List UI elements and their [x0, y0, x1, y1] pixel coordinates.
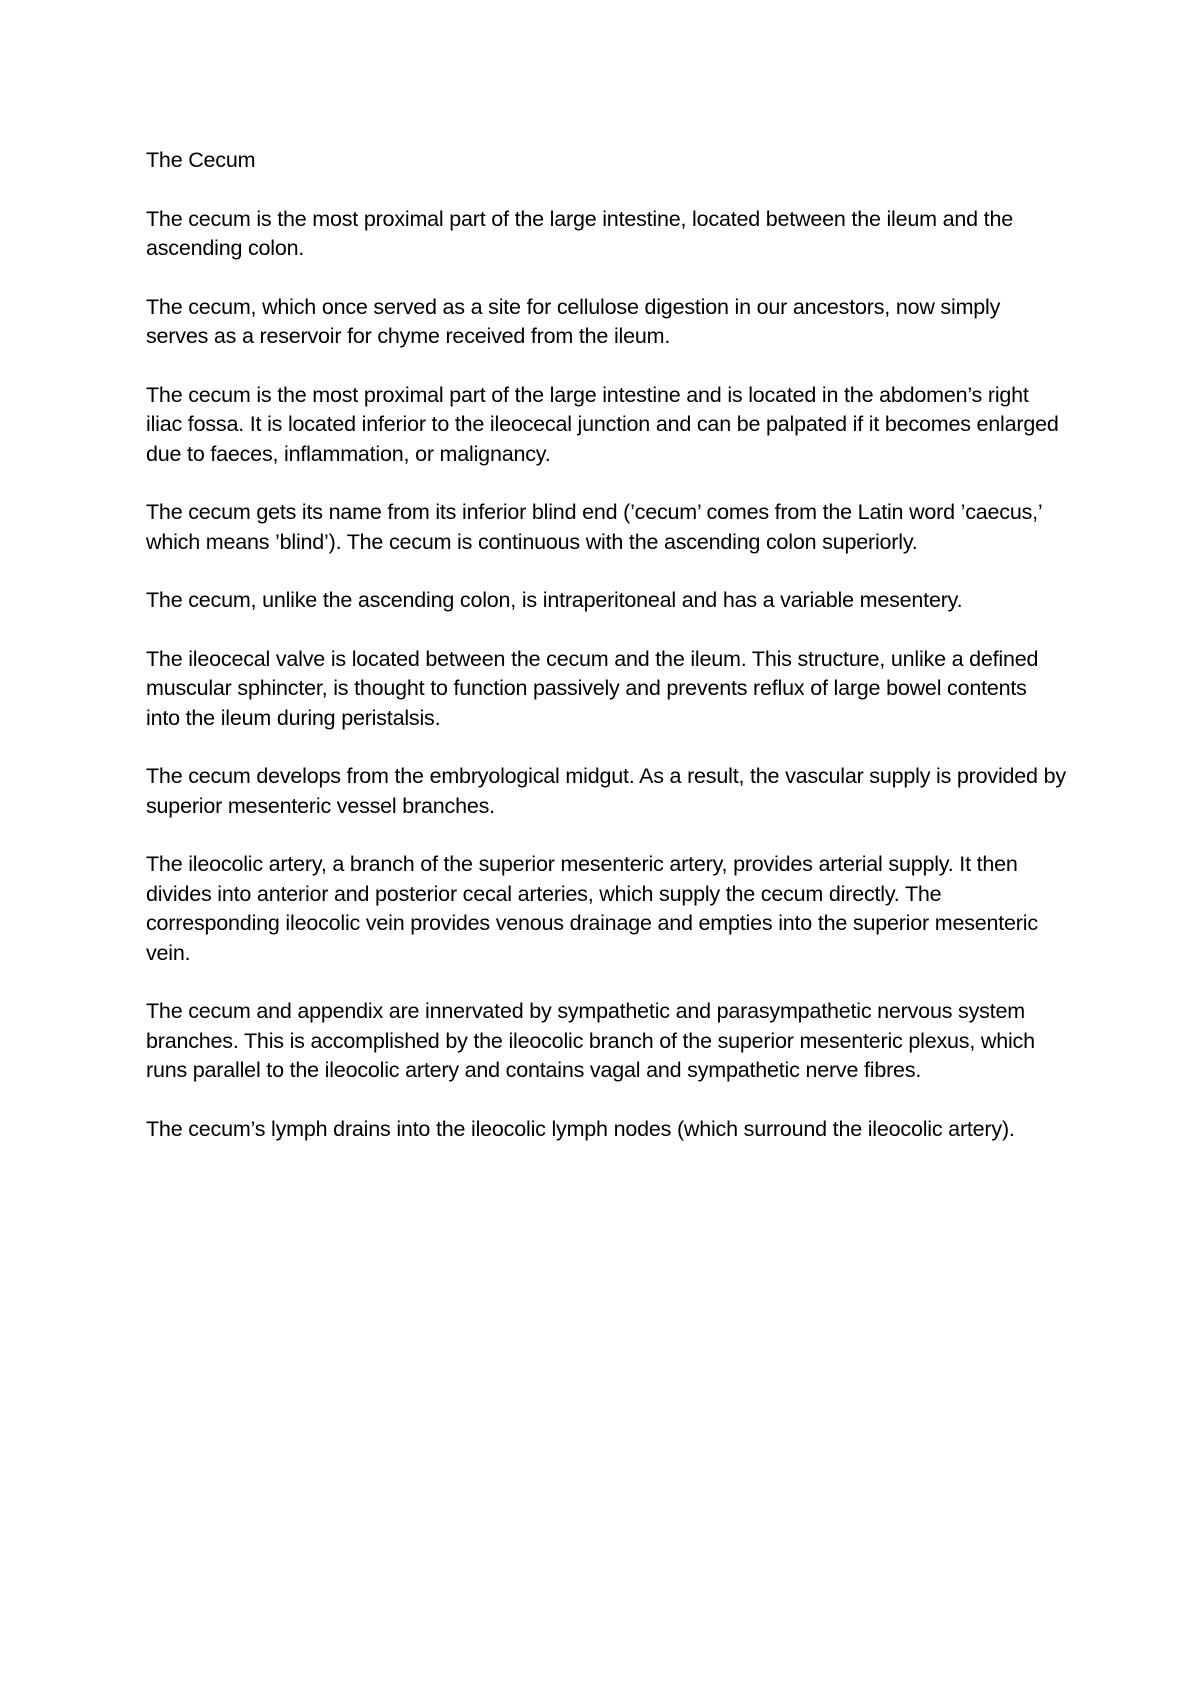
paragraph-anatomical-position: The cecum is the most proximal part of the large intestine and is located in the abdomen’s right iliac fossa. It is located inferior to the ileocecal junction and can be palpated if it becomes enlarged due to faeces, inflammation, or malignancy. — [146, 382, 1059, 466]
paragraph-development: The cecum develops from the embryological midgut. As a result, the vascular supply is provided by superior mesenteric vessel branches. — [146, 764, 1066, 818]
paragraph-etymology: The cecum gets its name from its inferior blind end (’cecum’ comes from the Latin word ’caecus,’ which means ’blind’). The cecum is continuous with the ascending colon superiorly. — [146, 500, 1042, 554]
paragraph-peritoneum: The cecum, unlike the ascending colon, is intraperitoneal and has a variable mesentery. — [146, 588, 963, 612]
paragraph-vasculature: The ileocolic artery, a branch of the superior mesenteric artery, provides arterial supply. It then divides into anterior and posterior cecal arteries, which supply the cecum directly. The corresponding ileocolic vein provides venous drainage and empties into the superior mesenteric vein. — [146, 852, 1038, 965]
paragraph-innervation: The cecum and appendix are innervated by sympathetic and parasympathetic nervous system branches. This is accomplished by the ileocolic branch of the superior mesenteric plexus, which runs parallel to the ileocolic artery and contains vagal and sympathetic nerve fibres. — [146, 999, 1035, 1082]
document-body — [146, 146, 1066, 1173]
paragraph-ileocecal-valve: The ileocecal valve is located between the cecum and the ileum. This structure, unlike a defined muscular sphincter, is thought to function passively and prevents reflux of large bowel contents into the ileum during peristalsis. — [146, 646, 1039, 730]
document-title: The Cecum — [146, 148, 256, 172]
paragraph-function: The cecum, which once served as a site for cellulose digestion in our ancestors, now simply serves as a reservoir for chyme received from the ileum. — [146, 294, 1001, 348]
paragraph-lymphatics: The cecum’s lymph drains into the ileocolic lymph nodes (which surround the ileocolic artery). — [146, 1116, 1015, 1141]
paragraph-location: The cecum is the most proximal part of the large intestine, located between the ileum and the ascending colon. — [146, 206, 1013, 260]
